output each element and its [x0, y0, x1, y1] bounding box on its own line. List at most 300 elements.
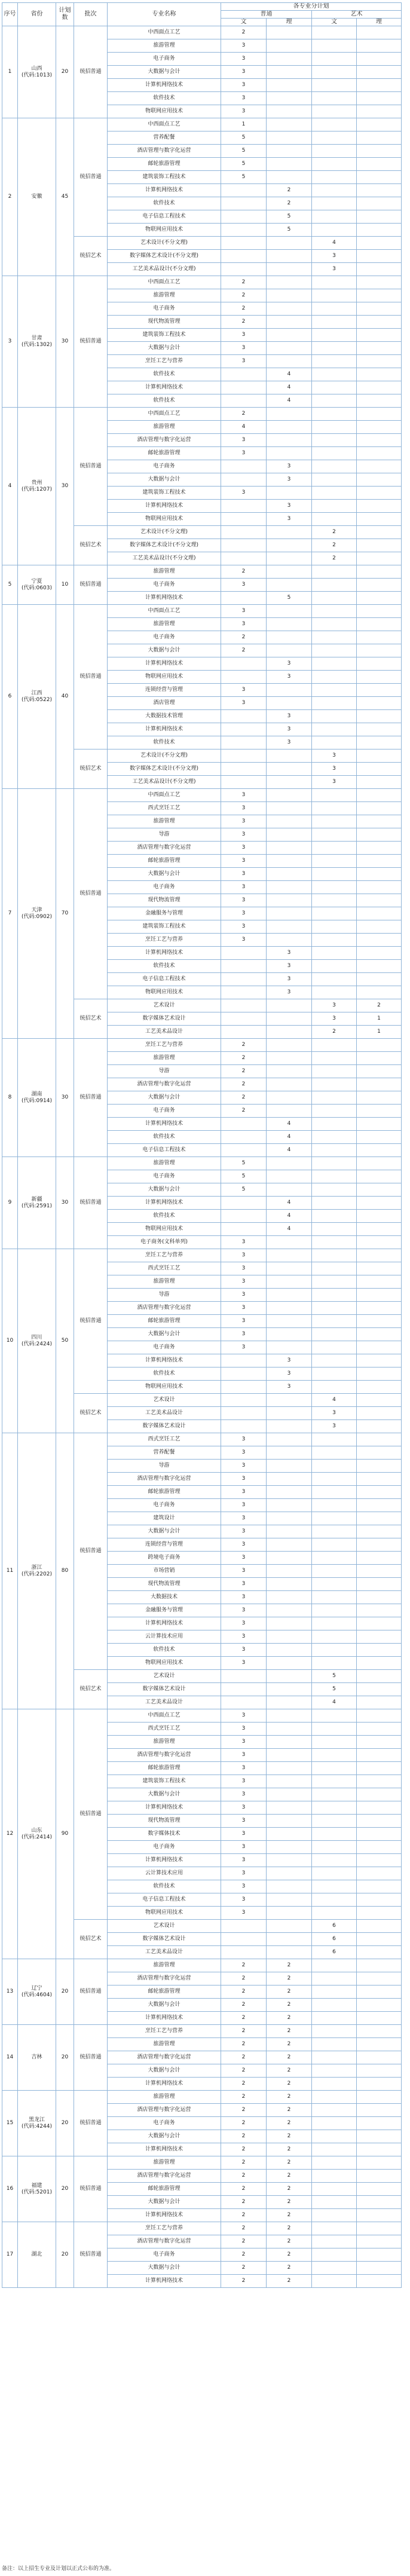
cell-regular-arts [221, 224, 267, 237]
cell-art-arts: 5 [312, 1670, 357, 1683]
cell-art-arts [312, 1302, 357, 1315]
cell-art-arts [312, 855, 357, 868]
cell-regular-science [267, 1091, 312, 1105]
header-art-science: 理 [357, 19, 402, 26]
cell-art-arts [312, 1578, 357, 1591]
cell-regular-science: 2 [267, 2235, 312, 2248]
cell-regular-science: 3 [267, 710, 312, 723]
cell-regular-science [267, 1591, 312, 1604]
cell-regular-science [267, 1446, 312, 1460]
cell-regular-science [267, 171, 312, 184]
cell-regular-arts: 3 [221, 1907, 267, 1920]
cell-art-arts [312, 171, 357, 184]
cell-art-arts [312, 1893, 357, 1907]
cell-regular-arts: 2 [221, 565, 267, 579]
cell-art-arts [312, 1078, 357, 1091]
cell-regular-arts: 3 [221, 434, 267, 447]
province-code: (代码:1013) [22, 72, 52, 78]
cell-regular-arts: 2 [221, 2183, 267, 2196]
cell-art-arts: 6 [312, 1946, 357, 1959]
cell-regular-science: 2 [267, 2262, 312, 2275]
cell-art-science [357, 1512, 402, 1525]
cell-province [18, 2091, 56, 2156]
cell-batch: 统招普通 [74, 789, 108, 999]
cell-regular-science [267, 1683, 312, 1696]
cell-major: 电子商务 [108, 2117, 221, 2130]
cell-art-science [357, 828, 402, 842]
cell-major: 大数据与会计 [108, 1183, 221, 1197]
cell-regular-science [267, 79, 312, 92]
cell-major: 旅游管理 [108, 815, 221, 828]
cell-art-arts [312, 1131, 357, 1144]
cell-art-arts [312, 26, 357, 39]
cell-regular-arts [221, 1920, 267, 1933]
cell-regular-arts [221, 263, 267, 276]
cell-major: 物联网应用技术 [108, 986, 221, 999]
cell-art-science [357, 789, 402, 802]
cell-regular-science: 3 [267, 1367, 312, 1381]
cell-art-science [357, 1473, 402, 1486]
cell-regular-arts [221, 394, 267, 408]
cell-regular-arts [221, 657, 267, 671]
cell-regular-science [267, 579, 312, 592]
cell-regular-science [267, 53, 312, 66]
cell-regular-science [267, 1473, 312, 1486]
cell-regular-arts: 2 [221, 1972, 267, 1985]
cell-art-science [357, 1604, 402, 1617]
cell-major: 艺术设计(不分文理) [108, 526, 221, 539]
cell-art-arts [312, 1749, 357, 1762]
cell-regular-arts: 3 [221, 1499, 267, 1512]
cell-seq: 10 [2, 1249, 18, 1433]
cell-art-science [357, 1893, 402, 1907]
header-regular: 普通 [221, 11, 312, 19]
cell-art-arts [312, 289, 357, 302]
cell-art-arts [312, 671, 357, 684]
cell-major: 邮轮旅游管理 [108, 1486, 221, 1499]
cell-province [18, 1157, 56, 1249]
cell-regular-science [267, 1012, 312, 1026]
cell-major: 西式烹饪工艺 [108, 1262, 221, 1275]
cell-major: 计算机网络技术 [108, 592, 221, 605]
cell-major: 烹饪工艺与营养 [108, 1249, 221, 1262]
province-code: (代码:0914) [22, 1097, 52, 1104]
cell-regular-arts [221, 710, 267, 723]
cell-art-arts [312, 631, 357, 644]
cell-major: 邮轮旅游管理 [108, 855, 221, 868]
cell-regular-science: 2 [267, 2064, 312, 2078]
cell-art-science [357, 565, 402, 579]
province-name: 辽宁 [31, 1985, 42, 1991]
cell-major: 云计算技术应用 [108, 1867, 221, 1880]
cell-art-arts: 5 [312, 1683, 357, 1696]
cell-art-science [357, 1078, 402, 1091]
cell-regular-science: 2 [267, 2275, 312, 2288]
table-row [2, 2222, 402, 2235]
cell-regular-arts [221, 381, 267, 394]
cell-major: 软件技术 [108, 736, 221, 749]
cell-regular-arts [221, 526, 267, 539]
cell-regular-science: 2 [267, 1985, 312, 1999]
cell-major: 计算机网络技术 [108, 723, 221, 736]
cell-art-science [357, 210, 402, 224]
cell-regular-science [267, 131, 312, 145]
cell-art-science [357, 1210, 402, 1223]
cell-major: 中西面点工艺 [108, 276, 221, 289]
cell-art-arts [312, 1183, 357, 1197]
cell-art-arts [312, 2064, 357, 2078]
cell-art-arts [312, 1591, 357, 1604]
cell-major: 大数据与会计 [108, 1788, 221, 1801]
header-regular-arts: 文 [221, 19, 267, 26]
cell-art-science [357, 1367, 402, 1381]
cell-regular-science: 3 [267, 513, 312, 526]
cell-regular-science: 2 [267, 2051, 312, 2064]
cell-art-arts [312, 2012, 357, 2025]
cell-plan-count: 70 [56, 789, 74, 1039]
cell-regular-science [267, 1039, 312, 1052]
cell-regular-arts: 3 [221, 342, 267, 355]
cell-major: 旅游管理 [108, 1052, 221, 1065]
cell-major: 中西面点工艺 [108, 789, 221, 802]
table-row [2, 26, 402, 39]
cell-art-science [357, 605, 402, 618]
cell-batch: 统招普通 [74, 565, 108, 605]
cell-regular-science [267, 1328, 312, 1341]
cell-art-arts [312, 1907, 357, 1920]
cell-art-science [357, 250, 402, 263]
cell-regular-arts: 2 [221, 1999, 267, 2012]
cell-regular-science: 3 [267, 1354, 312, 1367]
cell-regular-arts [221, 1144, 267, 1157]
cell-art-science [357, 1105, 402, 1118]
cell-art-arts [312, 1630, 357, 1644]
cell-regular-arts: 3 [221, 1328, 267, 1341]
cell-regular-arts: 3 [221, 1460, 267, 1473]
cell-major: 西式烹饪工艺 [108, 1723, 221, 1736]
cell-art-arts [312, 66, 357, 79]
cell-art-science [357, 1315, 402, 1328]
cell-regular-science: 2 [267, 2248, 312, 2262]
cell-art-science [357, 434, 402, 447]
cell-batch: 统招普通 [74, 2222, 108, 2288]
cell-art-science [357, 1578, 402, 1591]
cell-art-arts [312, 1236, 357, 1249]
cell-regular-arts: 3 [221, 355, 267, 368]
cell-regular-science: 4 [267, 1131, 312, 1144]
province-name: 甘肃 [31, 335, 42, 341]
cell-art-arts [312, 1617, 357, 1630]
cell-regular-arts: 3 [221, 605, 267, 618]
cell-major: 电子商务 [108, 53, 221, 66]
cell-art-science [357, 1486, 402, 1499]
cell-art-science [357, 1723, 402, 1736]
table-row [2, 1709, 402, 1723]
cell-regular-science [267, 1420, 312, 1433]
cell-regular-science [267, 1867, 312, 1880]
table-row [2, 2091, 402, 2104]
cell-regular-science [267, 105, 312, 118]
cell-regular-arts: 3 [221, 1723, 267, 1736]
cell-batch: 统招普通 [74, 2091, 108, 2156]
cell-regular-science [267, 1723, 312, 1736]
cell-batch: 统招普通 [74, 605, 108, 749]
cell-major: 物联网应用技术 [108, 1381, 221, 1394]
cell-regular-arts [221, 197, 267, 210]
cell-art-science [357, 1959, 402, 1972]
cell-art-science [357, 2078, 402, 2091]
cell-art-arts: 4 [312, 1696, 357, 1709]
cell-art-arts [312, 2262, 357, 2275]
cell-major: 工艺美术品设计 [108, 1946, 221, 1959]
cell-art-science [357, 697, 402, 710]
cell-regular-arts [221, 986, 267, 999]
cell-major: 中西面点工艺 [108, 1709, 221, 1723]
cell-art-science [357, 2183, 402, 2196]
cell-major: 数字媒体技术 [108, 1828, 221, 1841]
cell-major: 酒店管理与数字化运营 [108, 2235, 221, 2248]
cell-art-science [357, 1381, 402, 1394]
cell-art-arts [312, 1538, 357, 1552]
cell-art-science [357, 1985, 402, 1999]
cell-regular-arts: 2 [221, 2235, 267, 2248]
cell-art-arts [312, 302, 357, 316]
cell-art-science [357, 1736, 402, 1749]
cell-art-science [357, 2209, 402, 2222]
cell-plan-count: 50 [56, 1249, 74, 1433]
cell-regular-arts: 3 [221, 105, 267, 118]
cell-regular-arts: 5 [221, 145, 267, 158]
cell-art-science [357, 1946, 402, 1959]
cell-art-arts [312, 210, 357, 224]
cell-regular-science [267, 552, 312, 565]
cell-art-science [357, 263, 402, 276]
cell-art-science [357, 1289, 402, 1302]
cell-art-science [357, 947, 402, 960]
cell-regular-arts: 3 [221, 1788, 267, 1801]
cell-regular-arts: 2 [221, 1078, 267, 1091]
cell-regular-arts [221, 671, 267, 684]
cell-art-arts [312, 605, 357, 618]
cell-major: 旅游管理 [108, 618, 221, 631]
cell-art-science [357, 26, 402, 39]
cell-major: 大数据与会计 [108, 868, 221, 881]
cell-major: 艺术设计 [108, 1920, 221, 1933]
cell-art-arts [312, 723, 357, 736]
cell-regular-science [267, 934, 312, 947]
cell-art-arts [312, 473, 357, 487]
cell-art-science [357, 289, 402, 302]
cell-art-arts [312, 487, 357, 500]
cell-major: 连锁经营与管理 [108, 1538, 221, 1552]
cell-major: 现代物流管理 [108, 1578, 221, 1591]
cell-major: 建筑装饰工程技术 [108, 329, 221, 342]
cell-major: 软件技术 [108, 92, 221, 105]
cell-art-arts [312, 158, 357, 171]
cell-art-science [357, 500, 402, 513]
province-code: (代码:0522) [22, 696, 52, 703]
cell-regular-arts: 3 [221, 815, 267, 828]
cell-major: 跨境电子商务 [108, 1552, 221, 1565]
cell-regular-arts: 2 [221, 1065, 267, 1078]
cell-regular-science [267, 1841, 312, 1854]
header-batch: 批次 [74, 3, 108, 26]
cell-regular-science [267, 1854, 312, 1867]
cell-art-science [357, 329, 402, 342]
cell-art-science [357, 1841, 402, 1854]
cell-art-arts [312, 53, 357, 66]
cell-art-science [357, 881, 402, 894]
cell-art-science [357, 736, 402, 749]
province-code: (代码:4604) [22, 1991, 52, 1998]
cell-major: 软件技术 [108, 1210, 221, 1223]
cell-art-science [357, 2156, 402, 2170]
province-code: (代码:2202) [22, 1571, 52, 1577]
cell-art-science [357, 1907, 402, 1920]
cell-art-arts [312, 197, 357, 210]
cell-regular-arts [221, 513, 267, 526]
cell-regular-arts [221, 539, 267, 552]
cell-major: 电子商务 [108, 2248, 221, 2262]
cell-art-science [357, 145, 402, 158]
cell-batch: 统招普通 [74, 1039, 108, 1157]
cell-art-science [357, 1920, 402, 1933]
cell-art-arts [312, 1052, 357, 1065]
cell-art-science [357, 1815, 402, 1828]
cell-regular-arts: 3 [221, 1473, 267, 1486]
cell-art-science [357, 1144, 402, 1157]
cell-art-arts [312, 1736, 357, 1749]
cell-major: 大数据与会计 [108, 66, 221, 79]
cell-major: 烹饪工艺与营养 [108, 2025, 221, 2038]
cell-regular-science [267, 1262, 312, 1275]
cell-regular-arts: 5 [221, 171, 267, 184]
header-province: 省份 [18, 3, 56, 26]
cell-regular-science [267, 1249, 312, 1262]
cell-art-arts: 4 [312, 1394, 357, 1407]
cell-art-arts [312, 815, 357, 828]
cell-major: 大数据与会计 [108, 1091, 221, 1105]
cell-art-arts: 6 [312, 1933, 357, 1946]
cell-art-arts [312, 1091, 357, 1105]
cell-seq: 4 [2, 408, 18, 565]
cell-regular-science [267, 684, 312, 697]
cell-art-arts [312, 1525, 357, 1538]
cell-art-arts: 4 [312, 237, 357, 250]
cell-art-science [357, 618, 402, 631]
cell-regular-arts: 3 [221, 1644, 267, 1657]
cell-province [18, 118, 56, 276]
cell-regular-science [267, 1933, 312, 1946]
cell-art-arts [312, 736, 357, 749]
cell-seq: 11 [2, 1433, 18, 1709]
cell-regular-arts: 2 [221, 2038, 267, 2051]
cell-regular-arts: 3 [221, 1565, 267, 1578]
cell-art-arts [312, 145, 357, 158]
cell-regular-arts: 2 [221, 2275, 267, 2288]
cell-regular-science [267, 1880, 312, 1893]
cell-art-science [357, 1249, 402, 1262]
cell-art-science [357, 1565, 402, 1578]
cell-regular-science [267, 1078, 312, 1091]
cell-art-arts [312, 947, 357, 960]
cell-regular-science: 3 [267, 986, 312, 999]
cell-art-science [357, 1499, 402, 1512]
cell-batch: 统招普通 [74, 2025, 108, 2091]
cell-art-arts [312, 1775, 357, 1788]
cell-art-arts [312, 1446, 357, 1460]
cell-regular-science: 4 [267, 1210, 312, 1223]
cell-major: 大数据与会计 [108, 1999, 221, 2012]
province-name: 湖南 [31, 1091, 42, 1097]
cell-art-science [357, 447, 402, 460]
cell-regular-science: 3 [267, 473, 312, 487]
cell-regular-arts: 3 [221, 92, 267, 105]
cell-major: 软件技术 [108, 1644, 221, 1657]
cell-regular-arts: 3 [221, 1538, 267, 1552]
cell-major: 酒店管理与数字化运营 [108, 1749, 221, 1762]
cell-major: 酒店管理与数字化运营 [108, 145, 221, 158]
cell-regular-arts: 2 [221, 2078, 267, 2091]
cell-regular-science: 2 [267, 2025, 312, 2038]
cell-regular-science: 4 [267, 1144, 312, 1157]
cell-regular-science [267, 1736, 312, 1749]
cell-regular-arts: 2 [221, 1105, 267, 1118]
cell-art-science [357, 118, 402, 131]
cell-art-science [357, 1275, 402, 1289]
cell-plan-count: 20 [56, 26, 74, 118]
cell-major: 旅游管理 [108, 565, 221, 579]
cell-major: 旅游管理 [108, 39, 221, 53]
cell-regular-arts: 2 [221, 2064, 267, 2078]
cell-art-arts [312, 2117, 357, 2130]
cell-art-arts [312, 394, 357, 408]
cell-art-arts [312, 1999, 357, 2012]
cell-art-arts [312, 118, 357, 131]
cell-regular-arts: 2 [221, 2104, 267, 2117]
cell-art-science [357, 907, 402, 920]
cell-regular-science [267, 355, 312, 368]
cell-regular-arts: 3 [221, 1657, 267, 1670]
cell-batch: 统招艺术 [74, 1920, 108, 1959]
cell-major: 电子商务 [108, 1341, 221, 1354]
cell-art-arts [312, 1499, 357, 1512]
cell-province [18, 1709, 56, 1959]
cell-major: 计算机网络技术 [108, 1118, 221, 1131]
cell-regular-science [267, 920, 312, 934]
cell-regular-arts [221, 1381, 267, 1394]
cell-regular-arts: 3 [221, 1854, 267, 1867]
cell-major: 计算机网络技术 [108, 500, 221, 513]
cell-art-arts: 3 [312, 1012, 357, 1026]
cell-art-science [357, 1696, 402, 1709]
cell-regular-arts [221, 1210, 267, 1223]
cell-regular-science [267, 776, 312, 789]
cell-regular-science: 2 [267, 2170, 312, 2183]
cell-regular-arts: 3 [221, 1893, 267, 1907]
cell-major: 邮轮旅游管理 [108, 2183, 221, 2196]
cell-regular-science [267, 802, 312, 815]
cell-major: 大数据与会计 [108, 1525, 221, 1538]
cell-art-arts [312, 1709, 357, 1723]
cell-regular-arts [221, 460, 267, 473]
cell-art-arts [312, 920, 357, 934]
cell-regular-science [267, 763, 312, 776]
cell-art-science [357, 2275, 402, 2288]
cell-art-arts [312, 565, 357, 579]
cell-regular-science [267, 1749, 312, 1762]
cell-art-arts [312, 1512, 357, 1525]
